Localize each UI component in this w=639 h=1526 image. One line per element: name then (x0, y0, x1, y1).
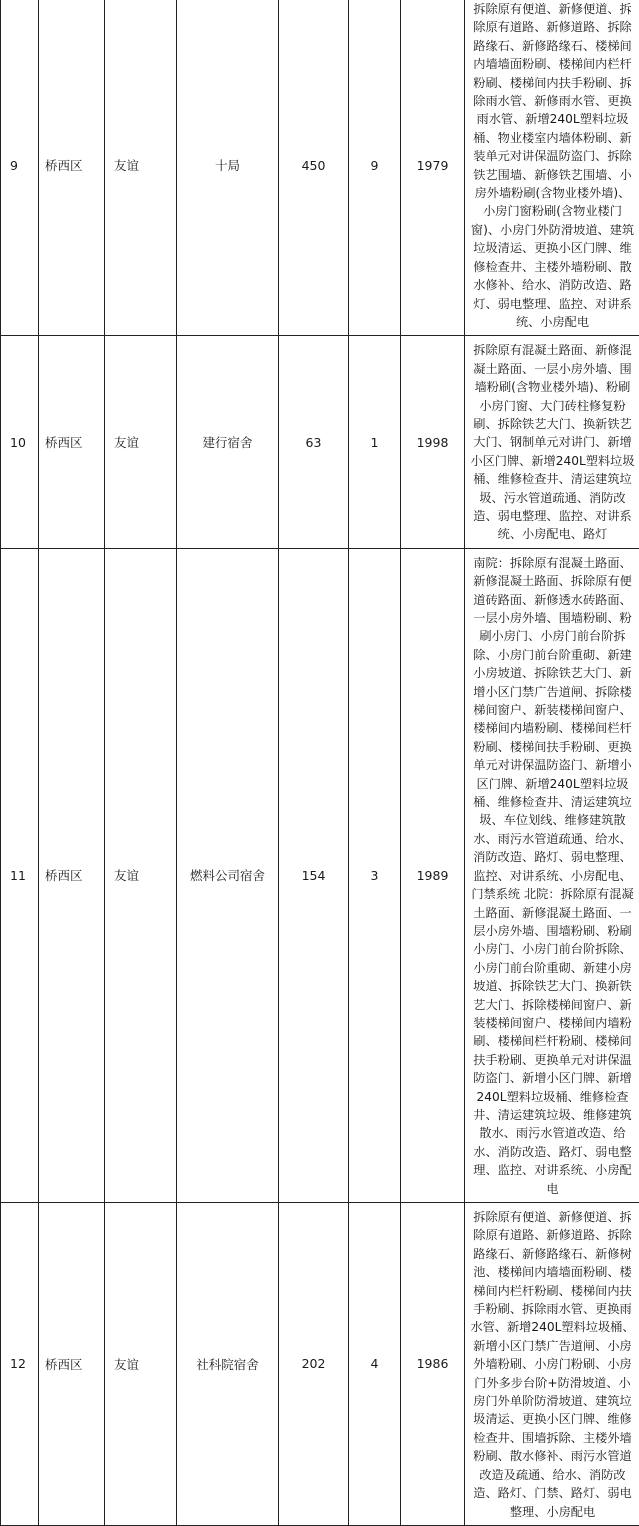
year-cell: 1986 (401, 1203, 465, 1526)
renovation-content-cell: 拆除原有便道、新修便道、拆除原有道路、新修道路、拆除路缘石、新修路缘石、新修树池、楼梯间内墙墙面粉刷、楼梯间内栏杆粉刷、楼梯间内扶手粉刷、拆除雨水管、更换雨水管、新增240L塑料垃圾桶、新增小区门禁广告道闸、小房外墙粉刷、小房门粉刷、小房门外多步台阶+防滑坡道、小房门外单阶防滑坡道、建筑垃圾清运、更换小区门牌、维修检查井、围墙拆除、主楼外墙粉刷、散水修补、雨污水管道改造及疏通、给水、消防改造、路灯、门禁、路灯、弱电整理、小房配电 (465, 1203, 639, 1526)
community-name-cell: 建行宿舍 (177, 336, 279, 548)
street-cell: 友谊 (105, 1203, 177, 1526)
households-cell: 63 (279, 336, 349, 548)
buildings-cell: 9 (349, 0, 401, 336)
district-cell: 桥西区 (39, 1203, 105, 1526)
table-row (1, 336, 639, 548)
community-name-cell: 社科院宿舍 (177, 1203, 279, 1526)
buildings-cell: 1 (349, 336, 401, 548)
buildings-cell: 4 (349, 1203, 401, 1526)
households-cell: 202 (279, 1203, 349, 1526)
street-cell: 友谊 (105, 0, 177, 336)
renovation-content-cell: 拆除原有便道、新修便道、拆除原有道路、新修道路、拆除路缘石、新修路缘石、楼梯间内墙墙面粉刷、楼梯间内栏杆粉刷、楼梯间内扶手粉刷、拆除雨水管、新修雨水管、更换雨水管、新增240L塑料垃圾桶、物业楼室内墙体粉刷、新装单元对讲保温防盗门、拆除铁艺围墙、新修铁艺围墙、小房外墙粉刷(含物业楼外墙)、小房门窗粉刷(含物业楼门窗)、小房门外防滑坡道、建筑垃圾清运、更换小区门牌、维修检查井、主楼外墙粉刷、散水修补、给水、消防改造、路灯、弱电整理、监控、对讲系统、小房配电 (465, 0, 639, 336)
table-row (1, 1203, 639, 1526)
year-cell: 1998 (401, 336, 465, 548)
row-index: 10 (1, 336, 39, 548)
community-name-cell: 十局 (177, 0, 279, 336)
households-cell: 450 (279, 0, 349, 336)
year-cell: 1979 (401, 0, 465, 336)
table-row (1, 0, 639, 336)
year-cell: 1989 (401, 548, 465, 1202)
households-cell: 154 (279, 548, 349, 1202)
buildings-cell: 3 (349, 548, 401, 1202)
table-row (1, 548, 639, 1202)
district-cell: 桥西区 (39, 0, 105, 336)
street-cell: 友谊 (105, 336, 177, 548)
renovation-content-cell: 拆除原有混凝土路面、新修混凝土路面、一层小房外墙、围墙粉刷(含物业楼外墙)、粉刷小房门窗、大门砖柱修复粉刷、拆除铁艺大门、换新铁艺大门、钢制单元对讲门、新增小区门牌、新增240L塑料垃圾桶、维修检查井、清运建筑垃圾、污水管道疏通、消防改造、弱电整理、监控、对讲系统、小房配电、路灯 (465, 336, 639, 548)
street-cell: 友谊 (105, 548, 177, 1202)
row-index: 11 (1, 548, 39, 1202)
district-cell: 桥西区 (39, 336, 105, 548)
row-index: 9 (1, 0, 39, 336)
community-name-cell: 燃料公司宿舍 (177, 548, 279, 1202)
row-index: 12 (1, 1203, 39, 1526)
renovation-content-cell: 南院：拆除原有混凝土路面、新修混凝土路面、拆除原有便道砖路面、新修透水砖路面、一层小房外墙、围墙粉刷、粉刷小房门、小房门前台阶拆除、小房门前台阶重砌、新建小房坡道、拆除铁艺大门、新增小区门禁广告道闸、拆除楼梯间窗户、新装楼梯间窗户、楼梯间内墙粉刷、楼梯间栏杆粉刷、楼梯间扶手粉刷、更换单元对讲保温防盗门、新增小区门牌、新增240L塑料垃圾桶、维修检查井、清运建筑垃圾、车位划线、维修建筑散水、雨污水管道疏通、给水、消防改造、路灯、弱电整理、监控、对讲系统、小房配电、门禁系统 北院：拆除原有混凝土路面、新修混凝土路面、一层小房外墙、围墙粉刷、粉刷小房门、小房门前台阶拆除、小房门前台阶重砌、新建小房坡道、拆除铁艺大门、换新铁艺大门、拆除楼梯间窗户、新装楼梯间窗户、楼梯间内墙粉刷、楼梯间栏杆粉刷、楼梯间扶手粉刷、更换单元对讲保温防盗门、新增小区门牌、新增240L塑料垃圾桶、维修检查井、清运建筑垃圾、维修建筑散水、雨污水管道改造、给水、消防改造、路灯、弱电整理、监控、对讲系统、小房配电 (465, 548, 639, 1202)
district-cell: 桥西区 (39, 548, 105, 1202)
